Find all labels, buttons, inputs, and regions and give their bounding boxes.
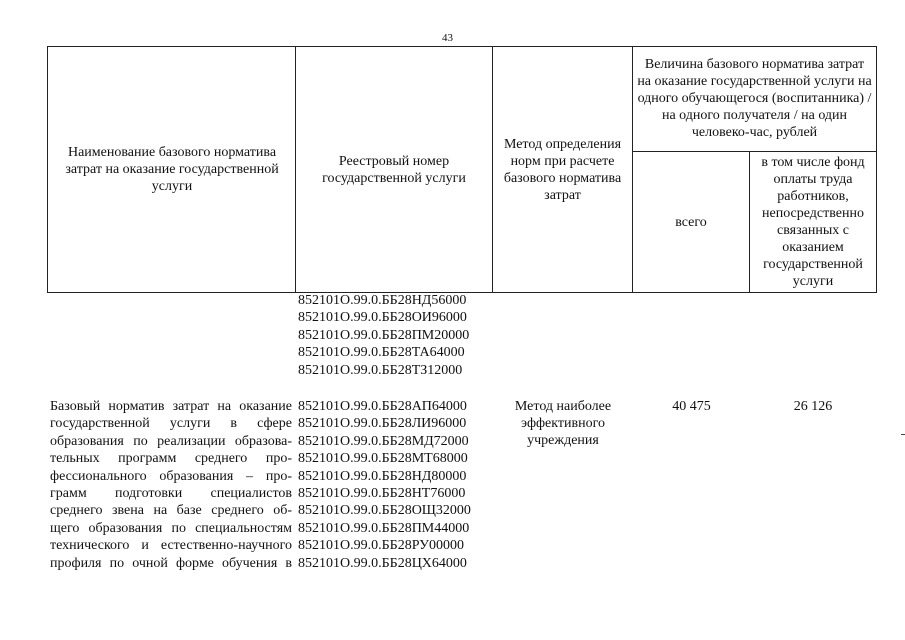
registry-code: 852101О.99.0.ББ28ТЗ12000 — [298, 362, 463, 378]
registry-code: 852101О.99.0.ББ28РУ00000 — [298, 538, 465, 554]
registry-code: 852101О.99.0.ББ28НТ76000 — [298, 486, 466, 502]
registry-code: 852101О.99.0.ББ28МД72000 — [298, 433, 469, 449]
header-col-registry: Реестровый номер государственной услуги — [322, 153, 466, 186]
registry-code: 852101О.99.0.ББ28ЛИ96000 — [298, 416, 467, 432]
norm-name — [50, 398, 292, 572]
method-text: Метод наиболее эффективного учреждения — [514, 399, 612, 448]
header-right-border — [876, 46, 877, 293]
norm-name-line: среднего звена на базе среднего об- — [50, 503, 292, 519]
registry-code: 852101О.99.0.ББ28ПМ20000 — [298, 327, 470, 343]
registry-code: 852101О.99.0.ББ28ТА64000 — [298, 345, 465, 361]
wage-fund-value: 26 126 — [793, 399, 833, 414]
registry-code: 852101О.99.0.ББ28ОИ96000 — [298, 310, 467, 326]
continuation-code-list — [298, 292, 469, 379]
norm-name-line: грамм подготовки специалистов — [50, 486, 292, 502]
header-left-border — [47, 46, 48, 293]
header-col-name: Наименование базового норматива затрат на оказание государственной услуги — [65, 145, 279, 194]
header-col-total: всего — [675, 214, 707, 230]
margin-mark — [901, 434, 905, 435]
norm-name-line: Базовый норматив затрат на оказание — [50, 399, 292, 414]
page-number: 43 — [442, 32, 453, 44]
registry-code: 852101О.99.0.ББ28НД56000 — [298, 293, 467, 308]
registry-code: 852101О.99.0.ББ28ПМ44000 — [298, 520, 470, 536]
total-value: 40 475 — [672, 399, 711, 414]
norm-name-line: фессионального образования – про- — [50, 468, 292, 484]
header-col-method: Метод определения норм при расчете базового норматива затрат — [503, 136, 622, 203]
registry-code: 852101О.99.0.ББ28ОЩ32000 — [298, 503, 471, 519]
norm-name-line: государственной услуги в сфере — [50, 416, 292, 432]
registry-code-list — [298, 398, 471, 572]
header-col-wage-fund: в том числе фонд оплаты труда работников, непосредственно связанных с оказанием государственной услуги — [761, 155, 865, 289]
norm-name-line: технического и естественно-научного — [50, 538, 292, 554]
norm-name-line: тельных программ среднего про- — [50, 451, 292, 467]
registry-code: 852101О.99.0.ББ28ЦХ64000 — [298, 555, 467, 571]
norm-name-line: щего образования по специальностям — [50, 520, 292, 536]
norm-name-line: профиля по очной форме обучения в — [50, 555, 292, 571]
header-col-value-title: Величина базового норматива затрат на оказание государственной услуги на одного обучающегося (воспитанника) / на одного получателя / на один человеко-час, рублей — [637, 57, 872, 140]
registry-code: 852101О.99.0.ББ28НД80000 — [298, 468, 467, 484]
registry-code: 852101О.99.0.ББ28МТ68000 — [298, 451, 468, 467]
registry-code: 852101О.99.0.ББ28АП64000 — [298, 399, 467, 414]
norm-name-line: образования по реализации образова- — [50, 433, 292, 449]
